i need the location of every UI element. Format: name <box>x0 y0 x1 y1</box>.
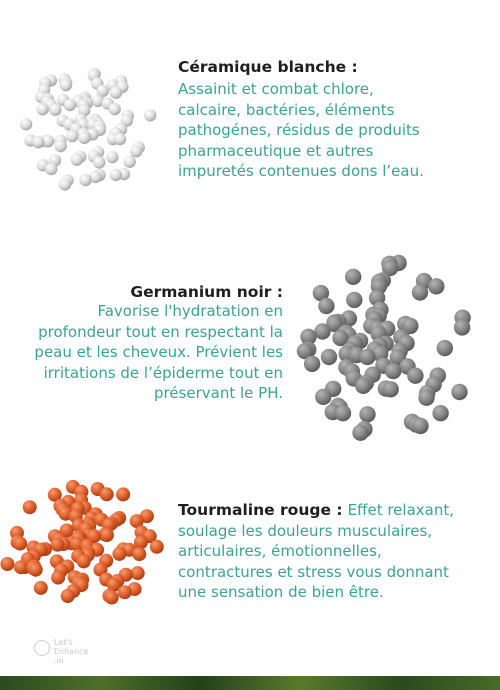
bead <box>134 535 148 549</box>
bead <box>109 103 121 115</box>
bead <box>105 591 119 605</box>
watermark-text: Let's <box>54 638 73 647</box>
section-description <box>178 521 498 603</box>
germanium-section <box>0 283 283 404</box>
bead <box>32 136 44 148</box>
description-line: une sensation de bien être. <box>178 583 384 601</box>
bead <box>407 368 423 384</box>
bead <box>100 487 114 501</box>
bead <box>93 156 105 168</box>
bead <box>412 418 428 434</box>
bead <box>321 349 337 365</box>
description-line: calcaire, bactéries, éléments <box>178 100 395 119</box>
description-line: soulage les douleurs musculaires, <box>178 521 433 540</box>
bead <box>385 363 401 379</box>
watermark-icon <box>34 640 50 656</box>
bead <box>77 554 91 568</box>
bead <box>335 405 351 421</box>
bead <box>23 500 37 514</box>
bead <box>34 581 48 595</box>
section-description <box>0 301 283 404</box>
description-line: pharmaceutique et autres <box>178 141 374 160</box>
bead <box>315 389 331 405</box>
bead <box>106 151 118 163</box>
bead <box>66 130 78 142</box>
bead <box>100 528 114 542</box>
description-line: profondeur tout en respectant la <box>38 322 283 341</box>
bead <box>55 140 67 152</box>
bead <box>355 378 371 394</box>
bead <box>110 169 122 181</box>
bead <box>20 118 32 130</box>
ceramique-section <box>178 58 493 182</box>
section-title: Céramique blanche : <box>178 58 358 76</box>
bead <box>428 278 444 294</box>
description-inline: Effet relaxant, <box>347 501 454 519</box>
description-line: irritations de l’épiderme tout en <box>43 363 283 382</box>
bead <box>60 79 72 91</box>
bead <box>383 381 399 397</box>
bead <box>116 487 130 501</box>
section-title: Tourmaline rouge : <box>178 501 343 519</box>
bead <box>110 86 122 98</box>
bead <box>61 589 75 603</box>
bead <box>130 145 142 157</box>
bead <box>359 406 375 422</box>
bead <box>49 104 61 116</box>
bead <box>118 585 132 599</box>
bead <box>418 390 434 406</box>
bead <box>352 425 368 441</box>
bead <box>150 540 164 554</box>
bead <box>412 284 428 300</box>
bead <box>51 538 65 552</box>
bead <box>79 174 91 186</box>
section-title: Germanium noir : <box>130 283 283 301</box>
bead <box>437 340 453 356</box>
bead <box>14 560 28 574</box>
bead <box>304 356 320 372</box>
bead <box>359 349 375 365</box>
bead <box>0 557 14 571</box>
bead <box>432 405 448 421</box>
bead <box>132 547 146 561</box>
bead <box>45 163 57 175</box>
white-ceramic-beads-icon <box>10 55 170 200</box>
watermark-logo <box>34 636 94 666</box>
bead <box>131 566 145 580</box>
bead <box>78 132 90 144</box>
bead <box>112 547 126 561</box>
bead <box>124 156 136 168</box>
description-line: Favorise l'hydratation en <box>97 302 283 320</box>
bead <box>318 298 334 314</box>
bead <box>59 178 71 190</box>
watermark-text: Enhance <box>54 647 89 656</box>
black-germanium-beads-icon <box>292 250 477 450</box>
bead <box>144 109 156 121</box>
tourmaline-section <box>178 500 498 603</box>
bead <box>345 269 361 285</box>
bead <box>346 292 362 308</box>
bead <box>314 323 330 339</box>
section-description <box>178 79 493 182</box>
bead <box>451 384 467 400</box>
bead <box>454 319 470 335</box>
description-line: articulaires, émotionnelles, <box>178 542 382 560</box>
watermark-text: .io <box>54 656 64 665</box>
bead <box>13 537 27 551</box>
description-line: préservant le PH. <box>153 384 283 402</box>
description-line: Assainit et combat chlore, <box>178 80 374 98</box>
bead <box>36 103 48 115</box>
bead <box>51 571 65 585</box>
bead <box>71 154 83 166</box>
jungle-footer-strip <box>0 676 500 690</box>
description-line: peau et les cheveux. Prévient les <box>34 343 283 361</box>
description-line: impuretés contenues dons l’eau. <box>178 162 424 180</box>
bead <box>64 99 76 111</box>
bead <box>114 133 126 145</box>
description-line: contractures et stress vous donnant <box>178 562 449 581</box>
bead <box>29 563 43 577</box>
description-line: pathogénes, résidus de produits <box>178 121 420 139</box>
red-tourmaline-beads-icon <box>0 480 168 620</box>
